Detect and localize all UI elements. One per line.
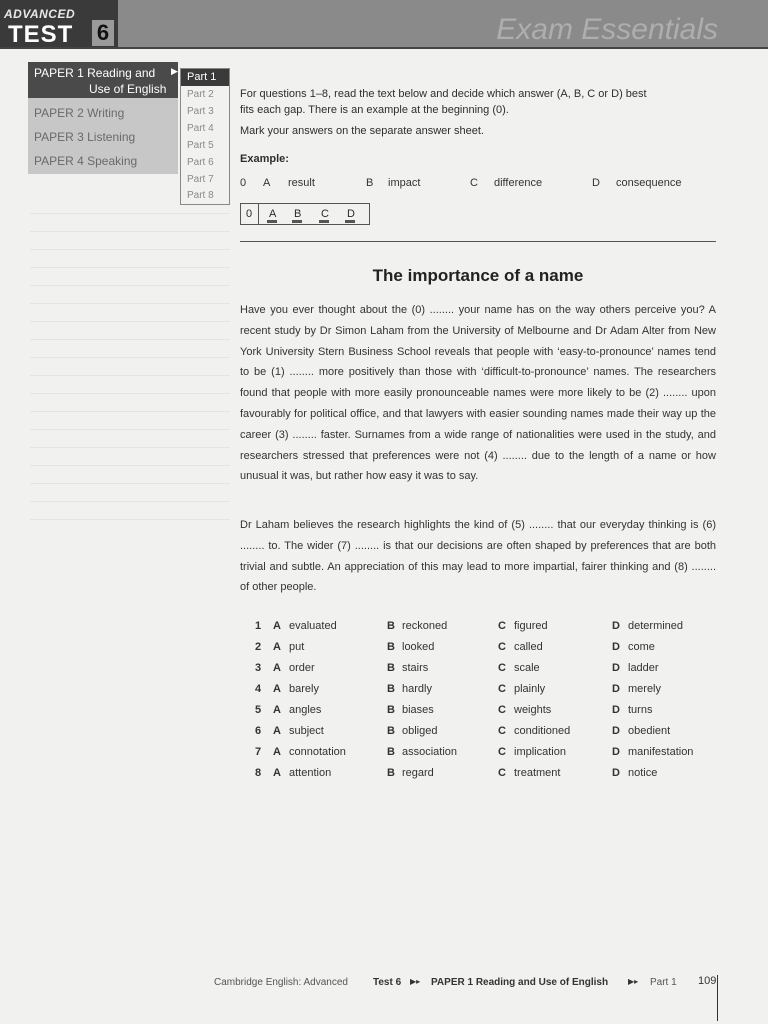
answer-mark-d — [345, 220, 355, 223]
nav-item-label-line2: Use of English — [89, 82, 167, 96]
nav-item-paper-4[interactable]: PAPER 4 Speaking — [34, 154, 138, 168]
test-label: TEST — [8, 21, 74, 48]
part-item-8[interactable]: Part 8 — [187, 190, 214, 201]
option-a: attention — [289, 767, 332, 779]
letter-b: B — [387, 683, 395, 695]
answer-box-b: B — [294, 208, 302, 220]
question-number: 8 — [255, 767, 262, 779]
question-number: 2 — [255, 641, 262, 653]
option-row — [240, 767, 720, 787]
part-item-7[interactable]: Part 7 — [187, 174, 214, 185]
option-a: evaluated — [289, 620, 337, 632]
option-c: plainly — [514, 683, 546, 695]
footer-paper: PAPER 1 Reading and Use of English — [431, 977, 609, 988]
option-d: notice — [628, 767, 658, 779]
article-title: The importance of a name — [372, 266, 584, 285]
book-title: Exam Essentials — [496, 13, 718, 46]
option-row — [240, 683, 720, 703]
part-item-4[interactable]: Part 4 — [187, 123, 214, 134]
option-a: put — [289, 641, 305, 653]
example-letter-a: A — [263, 177, 271, 189]
option-b: stairs — [402, 662, 429, 674]
option-d: obedient — [628, 725, 671, 737]
answer-mark-c — [319, 220, 329, 223]
article-paragraph-2: Dr Laham believes the research highlights the kind of (5) ........ that our everyday thinking is (6) ........ to. The wider (7) ........ is that our decisions are often shaped by preferences that are both trivial and subtle. An appreciation of this may lead to more impartial, fairer thinking and (8) ........ of other people. — [240, 519, 716, 594]
answer-box-num: 0 — [246, 208, 253, 220]
letter-d: D — [612, 725, 620, 737]
letter-c: C — [498, 662, 506, 674]
letter-a: A — [273, 725, 281, 737]
page-edge-line — [717, 975, 718, 1021]
mark-instruction: Mark your answers on the separate answer sheet. — [240, 125, 484, 137]
question-number: 6 — [255, 725, 262, 737]
arrow-right-icon: ▶ — [171, 66, 178, 76]
question-number: 4 — [255, 683, 262, 695]
option-d: ladder — [628, 662, 659, 674]
divider — [240, 241, 716, 242]
example-option-c: difference — [494, 177, 543, 189]
option-row — [240, 704, 720, 724]
nav-item-paper-3[interactable]: PAPER 3 Listening — [34, 130, 136, 144]
letter-c: C — [498, 704, 506, 716]
letter-a: A — [273, 620, 281, 632]
option-b: regard — [402, 767, 434, 779]
question-number: 7 — [255, 746, 262, 758]
footer-book: Cambridge English: Advanced — [214, 977, 348, 988]
option-b: association — [402, 746, 458, 758]
letter-a: A — [273, 767, 281, 779]
example-option-d: consequence — [616, 177, 682, 189]
letter-b: B — [387, 725, 395, 737]
letter-c: C — [498, 767, 506, 779]
question-number: 1 — [255, 620, 262, 632]
letter-c: C — [498, 725, 506, 737]
paper-nav — [28, 62, 178, 174]
nav-item-paper-1[interactable] — [28, 62, 178, 98]
letter-c: C — [498, 746, 506, 758]
option-c: figured — [514, 620, 548, 632]
option-b: reckoned — [402, 620, 448, 632]
example-option-b: impact — [388, 177, 421, 189]
footer-arrow-icon: ▶▸ — [410, 977, 421, 986]
option-b: looked — [402, 641, 435, 653]
answer-box-a: A — [269, 208, 277, 220]
example-option-a: result — [288, 177, 315, 189]
example-letter-c: C — [470, 177, 478, 189]
letter-d: D — [612, 662, 620, 674]
letter-c: C — [498, 683, 506, 695]
instructions-line-1: For questions 1–8, read the text below and decide which answer (A, B, C or D) best — [240, 88, 647, 100]
option-a: barely — [289, 683, 319, 695]
answer-mark-a — [267, 220, 277, 223]
letter-a: A — [273, 746, 281, 758]
option-c: scale — [514, 662, 540, 674]
letter-b: B — [387, 767, 395, 779]
option-b: obliged — [402, 725, 438, 737]
footer-test: Test 6 — [373, 977, 402, 988]
part-item-6[interactable]: Part 6 — [187, 157, 214, 168]
option-b: biases — [402, 704, 434, 716]
parts-nav — [180, 68, 230, 205]
example-letter-b: B — [366, 177, 374, 189]
option-d: come — [628, 641, 655, 653]
letter-d: D — [612, 746, 620, 758]
option-c: treatment — [514, 767, 561, 779]
option-a: angles — [289, 704, 322, 716]
level-label: ADVANCED — [4, 7, 76, 21]
article-paragraph-1: Have you ever thought about the (0) ........ your name has on the way others perceive you? A recent study by Dr Simon Laham from the University of Melbourne and Dr Adam Alter from New York University Stern Business School reveals that people with ‘easy-to-pronounce’ names tend to be (1) ........ more positively than those with ‘difficult-to-pronounce’ names. The researchers found that people with more easily pronounceable names were more likely to be (2) ........ upon favourably for political office, and that lawyers with easier sounding names made their way up the career (3) ........ faster. Surnames from a wide range of nationalities were used in the study, and researchers stressed that preferences were not (4) ........ due to the length of a name or how unusual it was, but rather how easy it was to say. — [240, 304, 716, 483]
option-d: turns — [628, 704, 653, 716]
option-c: called — [514, 641, 543, 653]
test-number: 6 — [92, 20, 114, 46]
letter-d: D — [612, 620, 620, 632]
footer-arrow-icon: ▶▸ — [628, 977, 639, 986]
part-item-3[interactable]: Part 3 — [187, 106, 214, 117]
option-row — [240, 641, 720, 661]
letter-a: A — [273, 662, 281, 674]
letter-d: D — [612, 767, 620, 779]
instructions-line-2: fits each gap. There is an example at the beginning (0). — [240, 104, 509, 116]
letter-a: A — [273, 641, 281, 653]
letter-b: B — [387, 704, 395, 716]
question-number: 3 — [255, 662, 262, 674]
example-label: Example: — [240, 153, 289, 165]
option-a: connotation — [289, 746, 346, 758]
option-a: order — [289, 662, 315, 674]
answer-box-c: C — [321, 208, 329, 220]
letter-d: D — [612, 683, 620, 695]
letter-a: A — [273, 704, 281, 716]
option-row — [240, 725, 720, 745]
letter-c: C — [498, 620, 506, 632]
answer-box-d: D — [347, 208, 355, 220]
option-row — [240, 620, 720, 640]
letter-d: D — [612, 704, 620, 716]
option-d: manifestation — [628, 746, 694, 758]
option-d: merely — [628, 683, 662, 695]
instructions — [240, 86, 710, 118]
letter-a: A — [273, 683, 281, 695]
option-c: conditioned — [514, 725, 571, 737]
part-item-1[interactable]: Part 1 — [181, 69, 229, 86]
letter-b: B — [387, 620, 395, 632]
example-answer-box — [240, 203, 370, 225]
example-letter-d: D — [592, 177, 600, 189]
question-number: 5 — [255, 704, 262, 716]
part-item-2[interactable]: Part 2 — [187, 89, 214, 100]
paper-texture — [30, 200, 230, 520]
answer-box-divider — [258, 204, 259, 224]
option-a: subject — [289, 725, 324, 737]
option-d: determined — [628, 620, 684, 632]
part-item-5[interactable]: Part 5 — [187, 140, 214, 151]
nav-item-paper-2[interactable]: PAPER 2 Writing — [34, 106, 125, 120]
footer-part: Part 1 — [650, 977, 677, 988]
example-num: 0 — [240, 177, 247, 189]
option-b: hardly — [402, 683, 432, 695]
nav-item-label: PAPER 1 Reading and — [34, 66, 156, 80]
letter-b: B — [387, 662, 395, 674]
letter-b: B — [387, 641, 395, 653]
option-c: implication — [514, 746, 566, 758]
letter-d: D — [612, 641, 620, 653]
option-c: weights — [514, 704, 552, 716]
letter-b: B — [387, 746, 395, 758]
page-header — [0, 0, 768, 49]
option-row — [240, 746, 720, 766]
answer-mark-b — [292, 220, 302, 223]
page-number: 109 — [698, 975, 717, 987]
letter-c: C — [498, 641, 506, 653]
option-row — [240, 662, 720, 682]
